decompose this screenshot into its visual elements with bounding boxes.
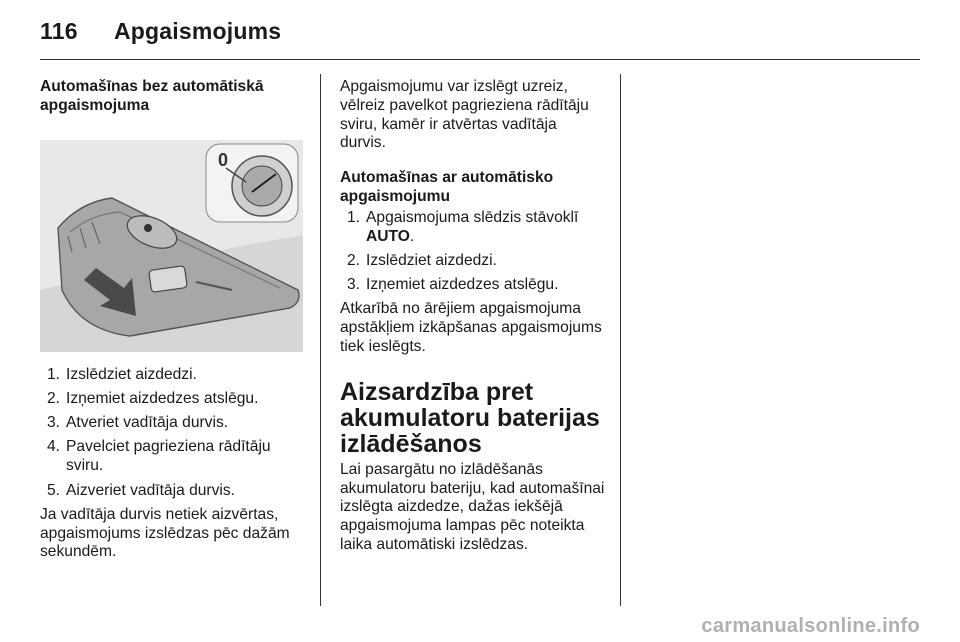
section-text: Lai pasargātu no izlādēšanās akumulatoru bateriju, kad automašīnai izslēgta aizdedze, dažas iekšējā apgaismojuma lampas pēc noteikta laika automātiski izslēdzas. [340,460,605,554]
list-item: 1. Apgaismojuma slēdzis stāvoklī AUTO. [347,208,579,245]
column-divider-2 [620,74,621,606]
light-switch-figure [40,140,303,352]
page-title: Apgaismojums [114,18,282,44]
left-steps [40,366,305,501]
page-number: 116 [40,18,78,44]
list-item: 3. Izņemiet aizdedzes atslēgu. [347,276,559,294]
right-column [340,78,605,555]
list-item: 2. Izņemiet aizdedzes atslēgu. [47,389,259,407]
list-item: 2. Izslēdziet aizdedzi. [347,251,497,269]
left-after-text: Ja vadītāja durvis netiek aizvērtas, apgaismojums izslēdzas pēc dažām sekundēm. [40,505,290,561]
list-item: 5. Aizveriet vadītāja durvis. [47,481,236,499]
page-header [40,18,281,45]
header-rule [40,59,920,60]
column-divider-1 [320,74,321,606]
right-after-text: Atkarībā no ārējiem apgaismojuma apstākļiem izkāpšanas apgaismojums tiek ieslēgts. [340,300,602,356]
left-column [40,78,305,562]
list-item: 4. Pavelciet pagrieziena rādītāju sviru. [47,438,271,475]
right-subheading: Automašīnas ar automātisko apgaismojumu [340,169,554,205]
right-intro: Apgaismojumu var izslēgt uzreiz, vēlreiz pavelkot pagrieziena rādītāju sviru, kamēr ir atvērtas vadītāja durvis. [340,78,589,152]
light-switch-illustration-icon [40,140,303,352]
left-subheading: Automašīnas bez automātiskā apgaismojuma [40,78,264,114]
list-item: 1. Izslēdziet aizdedzi. [47,365,197,383]
auto-label: AUTO [366,227,410,245]
section-title: Aizsardzība pret akumulatoru baterijas izlādēšanos [340,377,600,458]
list-item: 3. Atveriet vadītāja durvis. [47,414,229,432]
right-steps [340,209,605,295]
figure-badge-text: 0 [218,149,229,170]
watermark: carmanualsonline.info [701,615,920,637]
